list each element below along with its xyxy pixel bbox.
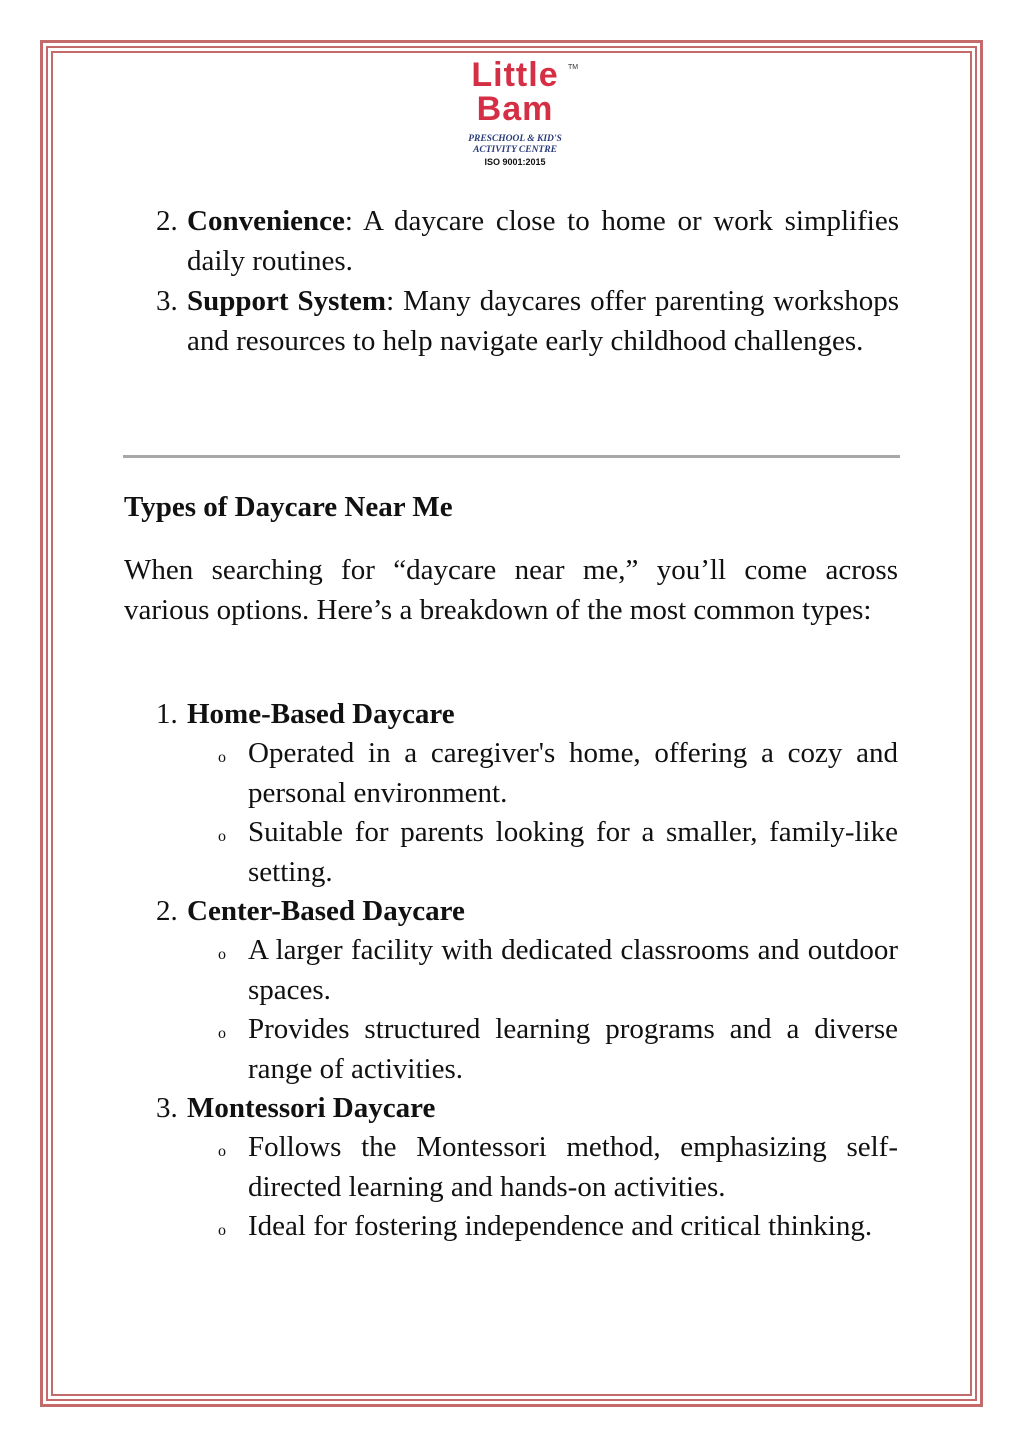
bullet-icon: o <box>218 1143 226 1160</box>
logo-line1: Little <box>471 56 559 94</box>
logo-tm: TM <box>568 64 579 71</box>
type-point: Operated in a caregiver's home, offering a cozy and personal environment. <box>248 737 898 809</box>
list-item-convenience <box>187 201 899 281</box>
type-title-home-based: Home-Based Daycare <box>187 698 455 730</box>
bullet-icon: o <box>218 828 226 845</box>
type-point: Provides structured learning programs and a diverse range of activities. <box>248 1013 898 1085</box>
list-item-support-system <box>187 281 899 361</box>
logo-subtitle-1: PRESCHOOL & KID'S <box>468 134 562 144</box>
little-bam-logo <box>440 58 590 178</box>
bullet-icon: o <box>218 1222 226 1239</box>
item-text: : Many daycares offer parenting workshops and resources to help navigate early childhood challenges. <box>187 285 899 357</box>
logo-subtitle-2: ACTIVITY CENTRE <box>473 145 557 155</box>
logo-iso: ISO 9001:2015 <box>484 157 546 167</box>
item-title: Convenience <box>187 205 345 237</box>
item-text: : A daycare close to home or work simplifies daily routines. <box>187 205 899 277</box>
type-point: Ideal for fostering independence and critical thinking. <box>248 1210 873 1242</box>
type-point: Follows the Montessori method, emphasizing self-directed learning and hands-on activities. <box>248 1131 898 1203</box>
list-number: 1. <box>156 698 178 730</box>
section-heading: Types of Daycare Near Me <box>124 491 453 523</box>
item-title: Support System <box>187 285 387 317</box>
logo-line2: Bam <box>476 90 554 128</box>
horizontal-divider <box>123 455 900 458</box>
bullet-icon: o <box>218 749 226 766</box>
list-number: 2. <box>156 205 178 237</box>
type-point: Suitable for parents looking for a smaller, family-like setting. <box>248 816 898 888</box>
intro-paragraph: When searching for “daycare near me,” you’ll come across various options. Here’s a breakdown of the most common types: <box>124 554 898 626</box>
type-title-montessori: Montessori Daycare <box>187 1092 436 1124</box>
bullet-icon: o <box>218 946 226 963</box>
type-title-center-based: Center-Based Daycare <box>187 895 465 927</box>
list-number: 3. <box>156 1092 178 1124</box>
list-number: 2. <box>156 895 178 927</box>
list-number: 3. <box>156 285 178 317</box>
bullet-icon: o <box>218 1025 226 1042</box>
type-point: A larger facility with dedicated classrooms and outdoor spaces. <box>248 934 898 1006</box>
